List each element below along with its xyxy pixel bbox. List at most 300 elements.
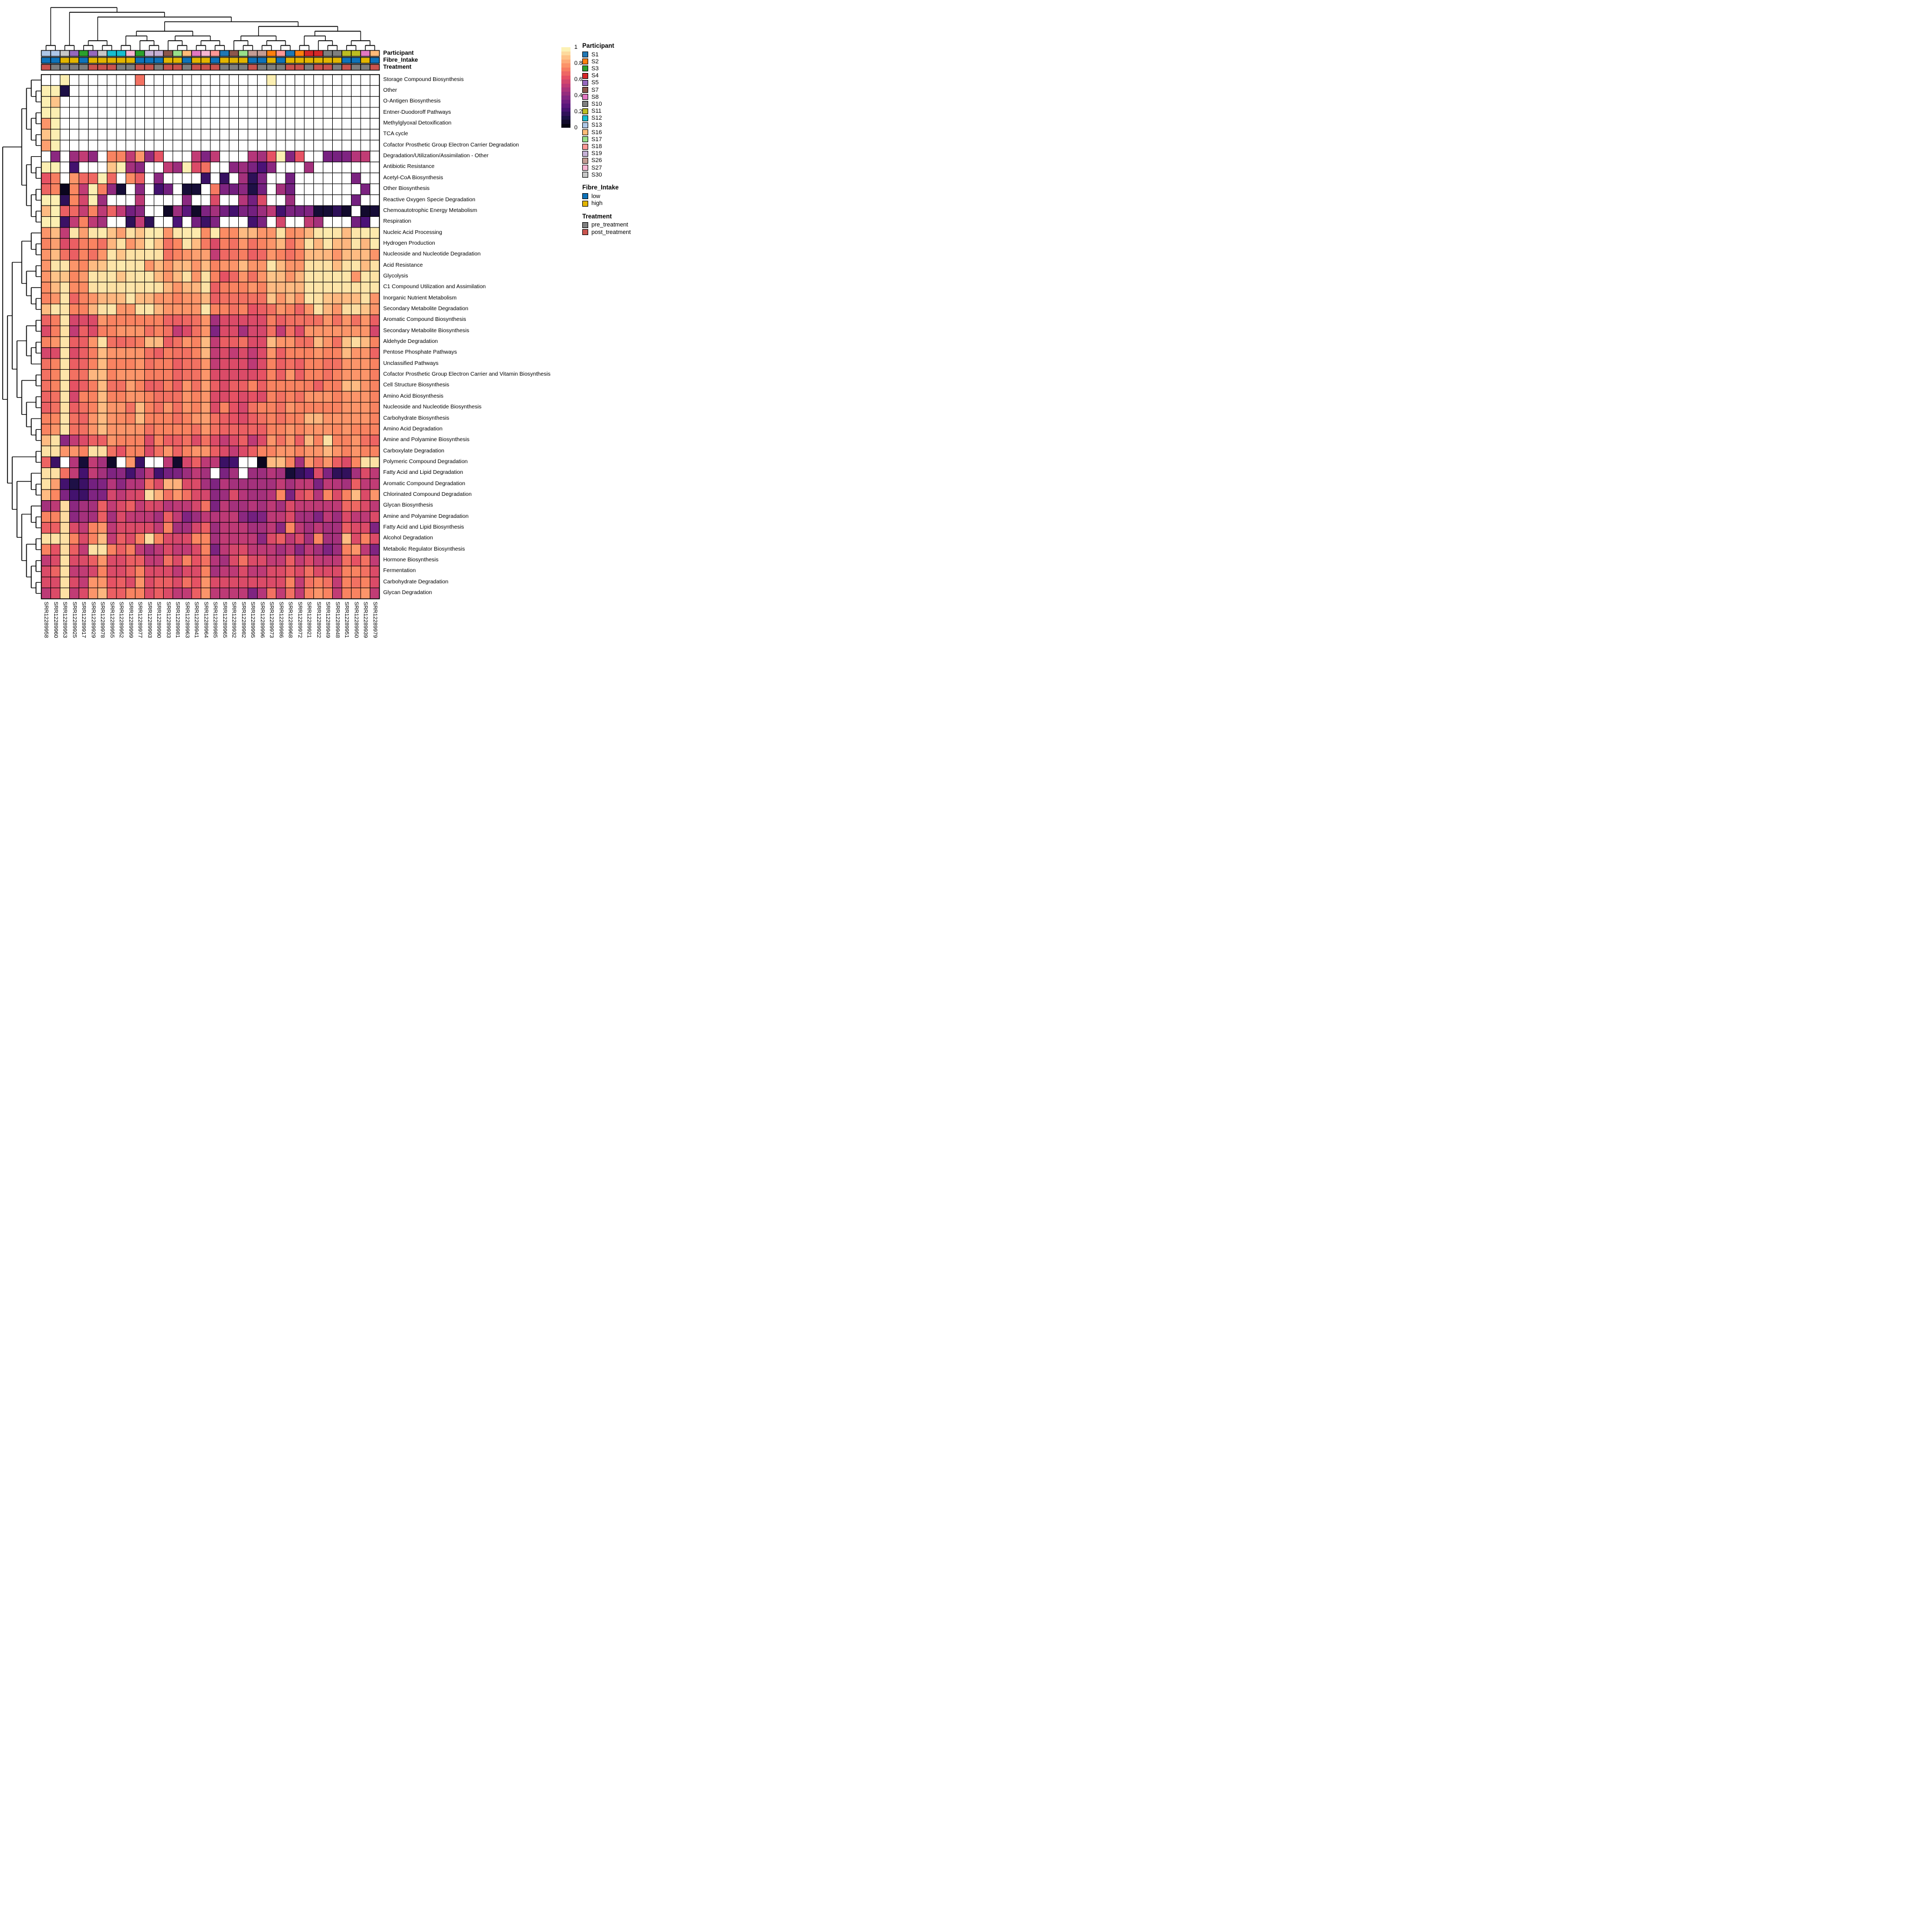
heatmap-cell	[154, 588, 164, 598]
heatmap-cell	[89, 555, 98, 566]
heatmap-cell	[79, 522, 89, 533]
heatmap-cell	[116, 107, 126, 118]
heatmap-cell	[248, 369, 258, 380]
heatmap-cell	[107, 85, 117, 96]
treatment-annotation-cell	[248, 64, 258, 70]
heatmap-cell	[352, 402, 361, 413]
heatmap-cell	[267, 282, 276, 292]
heatmap-cell	[286, 336, 295, 347]
heatmap-cell	[323, 402, 333, 413]
heatmap-cell	[145, 173, 155, 184]
heatmap-cell	[173, 260, 182, 270]
heatmap-cell	[370, 129, 380, 140]
heatmap-cell	[89, 314, 98, 325]
heatmap-cell	[286, 194, 295, 205]
heatmap-cell	[333, 326, 342, 336]
heatmap-cell	[145, 402, 155, 413]
heatmap-cell	[210, 271, 220, 282]
heatmap-cell	[229, 347, 239, 358]
row-label: Glycolysis	[383, 273, 408, 279]
heatmap-cell	[370, 391, 380, 402]
row-label: Reactive Oxygen Specie Degradation	[383, 196, 475, 203]
heatmap-cell	[182, 544, 192, 555]
heatmap-cell	[164, 555, 173, 566]
column-label: SRR12289977	[137, 602, 143, 638]
heatmap-cell	[70, 577, 79, 588]
heatmap-cell	[116, 162, 126, 172]
heatmap-cell	[60, 489, 70, 500]
heatmap-cell	[192, 555, 201, 566]
heatmap-cell	[342, 162, 352, 172]
heatmap-cell	[370, 358, 380, 369]
heatmap-cell	[286, 402, 295, 413]
heatmap-cell	[267, 566, 276, 576]
heatmap-cell	[41, 380, 51, 391]
heatmap-cell	[361, 118, 370, 129]
heatmap-cell	[267, 184, 276, 194]
heatmap-cell	[154, 500, 164, 511]
fibre-intake-annotation-cell	[70, 57, 79, 63]
treatment-annotation-cell	[229, 64, 239, 70]
heatmap-cell	[41, 271, 51, 282]
heatmap-cell	[173, 391, 182, 402]
colorbar-tick-label: 0.8	[574, 60, 583, 67]
heatmap-cell	[201, 511, 211, 522]
heatmap-cell	[295, 206, 305, 216]
treatment-annotation-cell	[258, 64, 267, 70]
heatmap-cell	[89, 445, 98, 456]
heatmap-cell	[258, 435, 267, 445]
heatmap-cell	[248, 96, 258, 107]
heatmap-cell	[258, 369, 267, 380]
heatmap-cell	[361, 129, 370, 140]
heatmap-cell	[286, 162, 295, 172]
heatmap-cell	[107, 282, 117, 292]
heatmap-cell	[107, 511, 117, 522]
heatmap-cell	[201, 391, 211, 402]
heatmap-cell	[210, 238, 220, 249]
legend-item-participant-label: S2	[591, 58, 599, 65]
heatmap-cell	[173, 173, 182, 184]
heatmap-cell	[239, 107, 248, 118]
heatmap-cell	[286, 304, 295, 314]
heatmap-cell	[60, 216, 70, 227]
heatmap-cell	[220, 227, 230, 238]
heatmap-cell	[220, 107, 230, 118]
heatmap-cell	[276, 140, 286, 151]
heatmap-cell	[164, 391, 173, 402]
heatmap-cell	[98, 391, 107, 402]
heatmap-cell	[51, 151, 61, 162]
heatmap-cell	[276, 566, 286, 576]
heatmap-cell	[248, 216, 258, 227]
heatmap-cell	[342, 314, 352, 325]
heatmap-cell	[135, 435, 145, 445]
row-label: Amine and Polyamine Degradation	[383, 513, 469, 519]
heatmap-cell	[333, 424, 342, 435]
heatmap-cell	[41, 260, 51, 270]
heatmap-cell	[135, 533, 145, 544]
column-annotation-bars	[41, 50, 379, 71]
heatmap-cell	[154, 336, 164, 347]
heatmap-cell	[295, 249, 305, 260]
heatmap-cell	[154, 96, 164, 107]
heatmap-cell	[267, 314, 276, 325]
participant-annotation-cell	[239, 50, 248, 56]
heatmap-cell	[70, 293, 79, 304]
heatmap-cell	[333, 347, 342, 358]
legend-item-participant-label: S11	[591, 108, 602, 115]
heatmap-cell	[145, 413, 155, 423]
heatmap-cell	[154, 293, 164, 304]
heatmap-cell	[164, 206, 173, 216]
heatmap-cell	[70, 347, 79, 358]
treatment-annotation-cell	[370, 64, 380, 70]
fibre-intake-annotation-cell	[89, 57, 98, 63]
heatmap-cell	[267, 336, 276, 347]
heatmap-cell	[126, 467, 136, 478]
heatmap-cell	[116, 304, 126, 314]
heatmap-cell	[70, 107, 79, 118]
heatmap-cell	[79, 544, 89, 555]
row-label: Glycan Degradation	[383, 590, 433, 596]
heatmap-cell	[192, 282, 201, 292]
heatmap-cell	[70, 173, 79, 184]
heatmap-cell	[286, 478, 295, 489]
heatmap-cell	[164, 194, 173, 205]
heatmap-cell	[229, 413, 239, 423]
heatmap-cell	[126, 96, 136, 107]
heatmap-cell	[145, 533, 155, 544]
heatmap-cell	[333, 511, 342, 522]
heatmap-cell	[295, 107, 305, 118]
heatmap-cell	[323, 96, 333, 107]
heatmap-cell	[51, 500, 61, 511]
heatmap-cell	[89, 304, 98, 314]
heatmap-cell	[164, 75, 173, 85]
heatmap-cell	[342, 260, 352, 270]
heatmap-cell	[201, 424, 211, 435]
heatmap-cell	[60, 96, 70, 107]
heatmap-cell	[154, 260, 164, 270]
heatmap-cell	[51, 522, 61, 533]
heatmap-cell	[79, 424, 89, 435]
treatment-annotation-cell	[192, 64, 201, 70]
heatmap-cell	[135, 184, 145, 194]
heatmap-cell	[201, 467, 211, 478]
heatmap-cell	[89, 216, 98, 227]
heatmap-cell	[370, 413, 380, 423]
heatmap-cell	[98, 424, 107, 435]
heatmap-cell	[352, 249, 361, 260]
heatmap-cell	[370, 500, 380, 511]
heatmap-cell	[276, 238, 286, 249]
heatmap-cell	[295, 304, 305, 314]
heatmap-cell	[98, 457, 107, 467]
colorbar-tick-label: 0	[574, 125, 578, 131]
fibre-intake-annotation-cell	[229, 57, 239, 63]
heatmap-cell	[135, 457, 145, 467]
heatmap-cell	[126, 413, 136, 423]
heatmap-cell	[116, 533, 126, 544]
treatment-annotation-cell	[304, 64, 314, 70]
heatmap-cell	[116, 184, 126, 194]
heatmap-cell	[333, 271, 342, 282]
heatmap-cell	[342, 555, 352, 566]
heatmap-cell	[333, 336, 342, 347]
heatmap-cell	[258, 511, 267, 522]
fibre-intake-annotation-cell	[135, 57, 145, 63]
heatmap-cell	[182, 118, 192, 129]
heatmap-cell	[229, 435, 239, 445]
treatment-annotation-cell	[89, 64, 98, 70]
heatmap-cell	[41, 216, 51, 227]
row-label: Amine and Polyamine Biosynthesis	[383, 437, 470, 443]
heatmap-cell	[286, 511, 295, 522]
heatmap-cell	[126, 511, 136, 522]
heatmap-cell	[154, 424, 164, 435]
heatmap-cell	[352, 347, 361, 358]
participant-annotation-cell	[267, 50, 276, 56]
heatmap-cell	[70, 260, 79, 270]
row-label: C1 Compound Utilization and Assimilation	[383, 284, 486, 290]
heatmap-cell	[210, 555, 220, 566]
heatmap-cell	[267, 544, 276, 555]
heatmap-cell	[192, 293, 201, 304]
heatmap-cell	[126, 445, 136, 456]
heatmap-cell	[361, 413, 370, 423]
heatmap-cell	[182, 96, 192, 107]
heatmap-cell	[41, 118, 51, 129]
heatmap-cell	[258, 588, 267, 598]
heatmap-cell	[107, 380, 117, 391]
heatmap-cell	[370, 478, 380, 489]
heatmap-cell	[145, 336, 155, 347]
heatmap-cell	[276, 380, 286, 391]
heatmap-cell	[295, 227, 305, 238]
heatmap-cell	[333, 478, 342, 489]
heatmap-cell	[267, 162, 276, 172]
heatmap-cell	[173, 435, 182, 445]
heatmap-cell	[98, 173, 107, 184]
heatmap-cell	[135, 96, 145, 107]
heatmap-cell	[304, 314, 314, 325]
heatmap-cell	[323, 380, 333, 391]
heatmap-cell	[154, 271, 164, 282]
heatmap-cell	[323, 369, 333, 380]
heatmap-cell	[342, 544, 352, 555]
heatmap-cell	[276, 391, 286, 402]
heatmap-cell	[295, 402, 305, 413]
heatmap-cell	[182, 326, 192, 336]
heatmap-cell	[182, 555, 192, 566]
heatmap-cell	[352, 96, 361, 107]
heatmap-cell	[154, 162, 164, 172]
heatmap-cell	[323, 588, 333, 598]
heatmap-cell	[60, 566, 70, 576]
heatmap-cell	[107, 555, 117, 566]
heatmap-cell	[210, 227, 220, 238]
heatmap-cell	[192, 249, 201, 260]
heatmap-cell	[41, 326, 51, 336]
heatmap-cell	[267, 227, 276, 238]
heatmap-cell	[145, 577, 155, 588]
heatmap-cell	[116, 129, 126, 140]
heatmap-cell	[361, 424, 370, 435]
heatmap-cell	[126, 75, 136, 85]
legend-item-participant	[582, 157, 642, 164]
heatmap-cell	[107, 216, 117, 227]
heatmap-cell	[173, 347, 182, 358]
heatmap-cell	[145, 511, 155, 522]
heatmap-cell	[276, 107, 286, 118]
heatmap-cell	[314, 588, 324, 598]
heatmap-cell	[370, 184, 380, 194]
heatmap-cell	[295, 489, 305, 500]
heatmap-cell	[192, 151, 201, 162]
heatmap-cell	[295, 173, 305, 184]
heatmap-cell	[248, 566, 258, 576]
legend	[582, 43, 642, 236]
heatmap-cell	[229, 445, 239, 456]
column-label: SRR12289978	[99, 602, 106, 638]
heatmap-cell	[51, 336, 61, 347]
heatmap-cell	[182, 566, 192, 576]
heatmap-cell	[314, 478, 324, 489]
heatmap-cell	[276, 75, 286, 85]
heatmap-cell	[361, 194, 370, 205]
heatmap-cell	[41, 445, 51, 456]
heatmap-cell	[126, 326, 136, 336]
heatmap-cell	[107, 358, 117, 369]
heatmap-cell	[276, 249, 286, 260]
heatmap-cell	[229, 424, 239, 435]
participant-annotation-cell	[116, 50, 126, 56]
heatmap-cell	[314, 227, 324, 238]
heatmap-cell	[333, 588, 342, 598]
heatmap-cell	[304, 544, 314, 555]
heatmap-cell	[248, 533, 258, 544]
heatmap-cell	[79, 511, 89, 522]
heatmap-cell	[323, 424, 333, 435]
heatmap-cell	[295, 282, 305, 292]
heatmap-cell	[126, 588, 136, 598]
heatmap-cell	[98, 467, 107, 478]
heatmap-cell	[333, 173, 342, 184]
column-label: SRR12289950	[353, 602, 359, 638]
heatmap-cell	[89, 260, 98, 270]
heatmap-cell	[323, 140, 333, 151]
heatmap-cell	[370, 369, 380, 380]
heatmap-cell	[173, 293, 182, 304]
heatmap-cell	[370, 588, 380, 598]
heatmap-cell	[258, 107, 267, 118]
heatmap-cell	[70, 555, 79, 566]
heatmap-cell	[286, 75, 295, 85]
colorbar-step	[561, 104, 570, 108]
heatmap-cell	[295, 391, 305, 402]
heatmap-cell	[352, 424, 361, 435]
heatmap-cell	[258, 162, 267, 172]
heatmap-cell	[370, 467, 380, 478]
heatmap-cell	[126, 336, 136, 347]
row-label: Alcohol Degradation	[383, 535, 433, 541]
heatmap-cell	[79, 184, 89, 194]
clustered-heatmap-figure	[0, 0, 644, 644]
heatmap-cell	[352, 314, 361, 325]
participant-annotation-cell	[89, 50, 98, 56]
heatmap-cell	[361, 489, 370, 500]
heatmap-cell	[210, 184, 220, 194]
heatmap-cell	[41, 140, 51, 151]
heatmap-cell	[89, 544, 98, 555]
heatmap-cell	[182, 293, 192, 304]
heatmap-cell	[89, 271, 98, 282]
legend-item-participant	[582, 143, 642, 150]
heatmap-cell	[370, 544, 380, 555]
heatmap-cell	[210, 326, 220, 336]
heatmap-cell	[70, 478, 79, 489]
heatmap-cell	[323, 358, 333, 369]
heatmap-cell	[286, 424, 295, 435]
heatmap-cell	[342, 467, 352, 478]
heatmap-cell	[239, 75, 248, 85]
heatmap-cell	[182, 511, 192, 522]
heatmap-cell	[210, 282, 220, 292]
heatmap-cell	[210, 380, 220, 391]
heatmap-cell	[210, 522, 220, 533]
legend-item-fibre-swatch	[582, 201, 588, 207]
heatmap-cell	[89, 435, 98, 445]
heatmap-cell	[126, 522, 136, 533]
heatmap-cell	[342, 369, 352, 380]
heatmap-cell	[248, 118, 258, 129]
heatmap-cell	[323, 118, 333, 129]
heatmap-cell	[239, 238, 248, 249]
heatmap-cell	[145, 194, 155, 205]
heatmap-cell	[41, 85, 51, 96]
heatmap-cell	[276, 478, 286, 489]
heatmap-cell	[164, 118, 173, 129]
heatmap-cell	[70, 75, 79, 85]
heatmap-cell	[370, 336, 380, 347]
heatmap-cell	[248, 282, 258, 292]
heatmap-cell	[145, 162, 155, 172]
heatmap-cell	[135, 129, 145, 140]
heatmap-cell	[192, 173, 201, 184]
heatmap-cell	[41, 577, 51, 588]
heatmap-cell	[220, 271, 230, 282]
heatmap-cell	[220, 402, 230, 413]
heatmap-cell	[342, 413, 352, 423]
heatmap-cell	[229, 304, 239, 314]
heatmap-cell	[361, 173, 370, 184]
heatmap-cell	[276, 304, 286, 314]
heatmap-cell	[239, 457, 248, 467]
heatmap-cell	[276, 435, 286, 445]
heatmap-cell	[314, 194, 324, 205]
colorbar-step	[561, 79, 570, 84]
treatment-annotation-cell	[164, 64, 173, 70]
heatmap-cell	[201, 314, 211, 325]
heatmap-cell	[70, 249, 79, 260]
heatmap-cell	[154, 238, 164, 249]
heatmap-cell	[107, 140, 117, 151]
heatmap-cell	[239, 369, 248, 380]
participant-annotation-cell	[164, 50, 173, 56]
heatmap-cell	[276, 326, 286, 336]
heatmap-cell	[89, 588, 98, 598]
